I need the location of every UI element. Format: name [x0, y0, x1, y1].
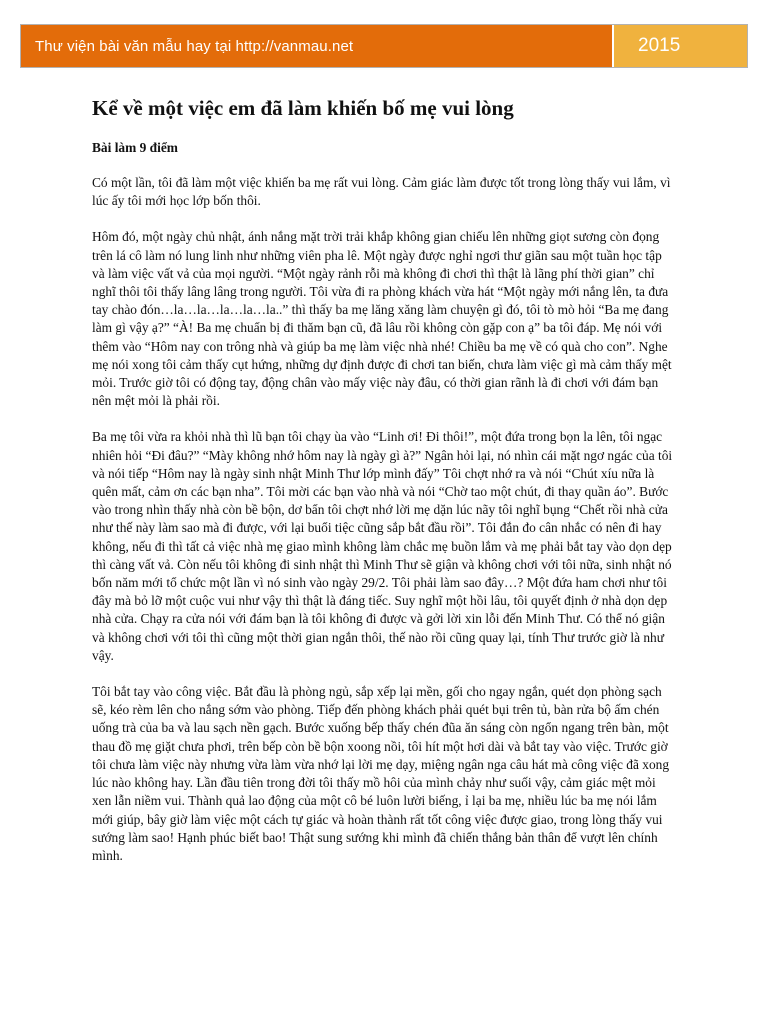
document-subtitle: Bài làm 9 điểm — [92, 140, 178, 155]
header-site-label: Thư viện bài văn mẫu hay tại http://vanmau.net — [35, 37, 354, 55]
header-year-block — [612, 25, 747, 67]
page-header — [20, 24, 748, 68]
header-year: 2015 — [638, 35, 681, 56]
document-body — [92, 174, 676, 883]
paragraph-3: Ba mẹ tôi vừa ra khỏi nhà thì lũ bạn tôi chạy ùa vào “Linh ơi! Đi thôi!”, một đứa trong bọn la lên, tôi ngạc nhiên hỏi “Đi đâu?” “Mày không nhớ hôm nay là ngày gì à?” Ngân hỏi lại, nó nhìn cái mặt ngơ ngác của tôi và nói tiếp “Hôm nay là ngày sinh nhật Minh Thư lớp mình đấy” Tôi chợt nhớ ra và nói “Chút xíu nữa là quên mất, cảm ơn các bạn nha”. Tôi mời các bạn vào nhà và nói “Chờ tao một chút, đi thay quần áo”. Bước vào trong nhìn thấy nhà còn bề bộn, dơ bẩn tôi chợt nhớ lời mẹ dặn lúc nãy tôi nghĩ bụng “Chết rồi nhà cửa như thế này làm sao mà đi được, với lại buổi tiệc cũng sắp bắt đầu rồi”. Tôi đắn đo cân nhắc có nên đi hay không, nếu đi thì tất cả việc nhà mẹ giao mình không làm chắc mẹ buồn lắm và mẹ phải bắt tay vào dọn dẹp thì càng vất vả. Còn nếu tôi không đi sinh nhật thì Minh Thư sẽ giận và không chơi với tôi nữa, sinh nhật nó bốn năm mới tổ chức một lần vì nó sinh vào ngày 29/2. Tôi phải làm sao đây…? Một đứa ham chơi như tôi đây mà bỏ lỡ một cuộc vui như vậy thì thật là đáng tiếc. Suy nghĩ một hồi lâu, tôi quyết định ở nhà dọn dẹp nhà cửa. Chạy ra cửa nói với đám bạn là tôi không đi được và gởi lời xin lỗi đến Minh Thư. Có thể nó giận và không chơi với tôi thì cũng một thời gian ngắn thôi, thế nào rồi cũng quay lại, tính Thư trước giờ là như vậy. — [92, 429, 673, 663]
paragraph-1: Có một lần, tôi đã làm một việc khiến ba mẹ rất vui lòng. Cảm giác làm được tốt trong lòng thấy vui lắm, vì lúc ấy tôi mới học lớp bốn thôi. — [92, 175, 671, 209]
paragraph-4: Tôi bắt tay vào công việc. Bắt đầu là phòng ngủ, sắp xếp lại mền, gối cho ngay ngắn, quét dọn phòng sạch sẽ, kéo rèm lên cho nắng sớm vào phòng. Tiếp đến phòng khách phải quét bụi trên tủ, bàn rửa bộ ấm chén uống trà của ba và lau sạch nền gạch. Bước xuống bếp thấy chén đũa ăn sáng còn ngổn ngang trên bàn, một thau đồ mẹ giặt chưa phơi, trên bếp còn bề bộn xoong nồi, tôi hít một hơi dài và bắt tay vào việc. Trước giờ tôi chưa làm việc này nhưng vừa làm vừa nhớ lại lời mẹ dạy, miệng ngân nga câu hát mà công việc đã xong lúc nào không hay. Lần đầu tiên trong đời tôi thấy mồ hôi của mình chảy như suối vậy, cảm giác mệt mỏi xen lẫn niềm vui. Thành quả lao động của một cô bé luôn lười biếng, ỉ lại ba mẹ, nhiều lúc ba mẹ nói lắm mới giúp, bây giờ làm việc một cách tự giác và hoàn thành rất tốt công việc được giao, trong lòng thấy vui sướng làm sao! Hạnh phúc biết bao! Thật sung sướng khi mình đã chiến thắng bản thân để vượt lên chính mình. — [92, 684, 670, 863]
header-site-block — [21, 25, 612, 67]
paragraph-2: Hôm đó, một ngày chủ nhật, ánh nắng mặt trời trải khắp không gian chiếu lên những giọt sương còn đọng trên lá cô làm nó lung linh như những viên pha lê. Một ngày được nghỉ ngơi thư giãn sau một tuần học tập và làm việc vất vả của mọi người. “Một ngày rảnh rỗi mà không đi chơi thì thật là lãng phí thời gian” chỉ nghĩ thôi tôi thấy lâng lâng trong người. Tôi vừa đi ra phòng khách vừa hát “Một ngày mới nắng lên, ta đưa tay chào đón…la…la…la…la…la..” thì thấy ba mẹ lăng xăng làm chuyện gì đó, tôi tò mò hỏi “Ba mẹ đang làm gì vậy ạ?” “À! Ba mẹ chuẩn bị đi thăm bạn cũ, đã lâu rồi không còn gặp con ạ” ba tôi đáp. Mẹ nói với thêm vào “Hôm nay con trông nhà và giúp ba mẹ làm việc nhà nhé! Chiều ba mẹ về có quà cho con”. Nghe mẹ nói xong tôi cảm thấy cụt hứng, những dự định được đi chơi tan biến, chưa làm việc gì mà cảm thấy mệt mỏi. Trước giờ tôi có động tay, động chân vào mấy việc này đâu, có thời gian rãnh là đi chơi với đám bạn nên mệt mỏi là phải rồi. — [92, 229, 672, 409]
document-title: Kể về một việc em đã làm khiến bố mẹ vui lòng — [92, 96, 514, 120]
